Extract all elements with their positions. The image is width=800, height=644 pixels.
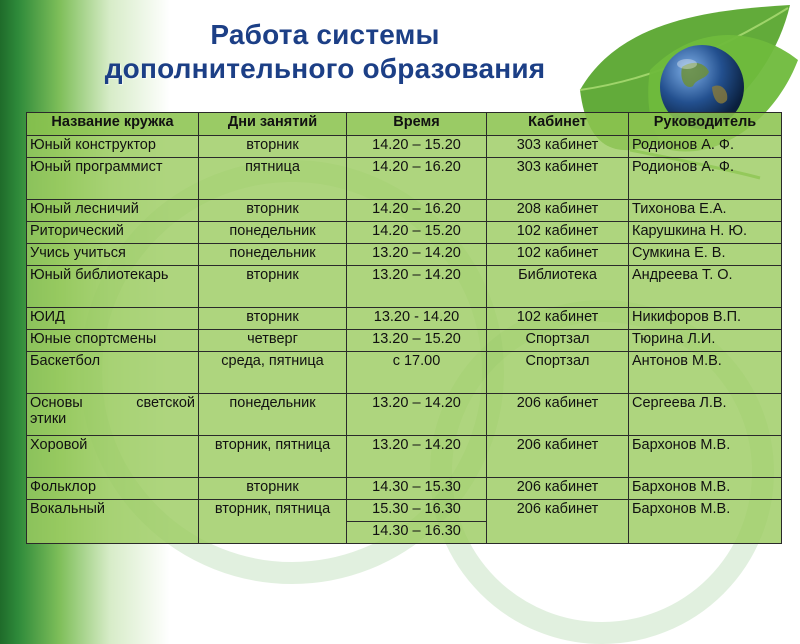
table-row (27, 222, 782, 244)
cell-room: 206 кабинет (487, 500, 629, 544)
cell-time: 14.20 – 15.20 (347, 136, 487, 158)
cell-time: 13.20 – 14.20 (347, 266, 487, 308)
title-line-1: Работа системы (210, 19, 440, 50)
table-row (27, 200, 782, 222)
cell-time: 14.20 – 16.20 (347, 158, 487, 200)
table-row (27, 244, 782, 266)
cell-room: 208 кабинет (487, 200, 629, 222)
cell-room: Библиотека (487, 266, 629, 308)
cell-room: 206 кабинет (487, 394, 629, 436)
table-row (27, 158, 782, 200)
cell-name: Вокальный (27, 500, 199, 544)
cell-days: вторник (199, 200, 347, 222)
cell-name: Фольклор (27, 478, 199, 500)
cell-leader: Бархонов М.В. (629, 436, 782, 478)
cell-leader: Родионов А. Ф. (629, 136, 782, 158)
table-row (27, 436, 782, 478)
cell-leader: Тихонова Е.А. (629, 200, 782, 222)
cell-time: 13.20 - 14.20 (347, 308, 487, 330)
cell-days: понедельник (199, 244, 347, 266)
cell-time: с 17.00 (347, 352, 487, 394)
cell-days: вторник, пятница (199, 436, 347, 478)
table-row (27, 478, 782, 500)
cell-room: Спортзал (487, 352, 629, 394)
title-line-2: дополнительного образования (104, 53, 546, 84)
cell-name: Юный библиотекарь (27, 266, 199, 308)
cell-days: пятница (199, 158, 347, 200)
cell-name: Юный конструктор (27, 136, 199, 158)
cell-leader: Тюрина Л.И. (629, 330, 782, 352)
cell-time: 14.30 – 15.30 (347, 478, 487, 500)
cell-name-line-1: Основы светской (30, 395, 195, 411)
table-row (27, 352, 782, 394)
table-row (27, 136, 782, 158)
cell-room: 303 кабинет (487, 136, 629, 158)
cell-name-line-2: этики (30, 411, 67, 427)
cell-days: вторник (199, 308, 347, 330)
table-row (27, 308, 782, 330)
cell-name: Юные спортсмены (27, 330, 199, 352)
cell-days: вторник (199, 136, 347, 158)
header-room: Кабинет (487, 113, 629, 136)
header-time: Время (347, 113, 487, 136)
cell-name: Юный программист (27, 158, 199, 200)
cell-name: ЮИД (27, 308, 199, 330)
cell-leader: Карушкина Н. Ю. (629, 222, 782, 244)
cell-days: понедельник (199, 222, 347, 244)
cell-room: Спортзал (487, 330, 629, 352)
cell-days: четверг (199, 330, 347, 352)
cell-name: Учись учиться (27, 244, 199, 266)
table-row (27, 500, 782, 522)
header-leader: Руководитель (629, 113, 782, 136)
header-club-name: Название кружка (27, 113, 199, 136)
schedule-table (26, 112, 782, 544)
cell-room: 303 кабинет (487, 158, 629, 200)
cell-time: 13.20 – 14.20 (347, 436, 487, 478)
cell-room: 206 кабинет (487, 478, 629, 500)
cell-days: вторник, пятница (199, 500, 347, 544)
cell-time: 13.20 – 14.20 (347, 244, 487, 266)
cell-time: 14.20 – 15.20 (347, 222, 487, 244)
cell-days: вторник (199, 478, 347, 500)
cell-name: Хоровой (27, 436, 199, 478)
cell-time: 14.20 – 16.20 (347, 200, 487, 222)
cell-leader: Сергеева Л.В. (629, 394, 782, 436)
cell-days: понедельник (199, 394, 347, 436)
table-row (27, 394, 782, 436)
cell-room: 102 кабинет (487, 222, 629, 244)
cell-name (27, 394, 199, 436)
cell-leader: Бархонов М.В. (629, 500, 782, 544)
cell-name: Баскетбол (27, 352, 199, 394)
cell-time: 15.30 – 16.30 (347, 500, 487, 522)
header-days: Дни занятий (199, 113, 347, 136)
page-title (95, 18, 555, 86)
cell-room: 102 кабинет (487, 308, 629, 330)
table-header-row (27, 113, 782, 136)
cell-name: Юный лесничий (27, 200, 199, 222)
table-row (27, 330, 782, 352)
cell-name: Риторический (27, 222, 199, 244)
cell-time: 13.20 – 14.20 (347, 394, 487, 436)
cell-time: 13.20 – 15.20 (347, 330, 487, 352)
cell-leader: Антонов М.В. (629, 352, 782, 394)
cell-leader: Сумкина Е. В. (629, 244, 782, 266)
cell-leader: Бархонов М.В. (629, 478, 782, 500)
cell-room: 102 кабинет (487, 244, 629, 266)
cell-leader: Никифоров В.П. (629, 308, 782, 330)
cell-leader: Андреева Т. О. (629, 266, 782, 308)
cell-leader: Родионов А. Ф. (629, 158, 782, 200)
cell-time-2: 14.30 – 16.30 (347, 522, 487, 544)
cell-days: среда, пятница (199, 352, 347, 394)
cell-room: 206 кабинет (487, 436, 629, 478)
cell-days: вторник (199, 266, 347, 308)
table-row (27, 266, 782, 308)
